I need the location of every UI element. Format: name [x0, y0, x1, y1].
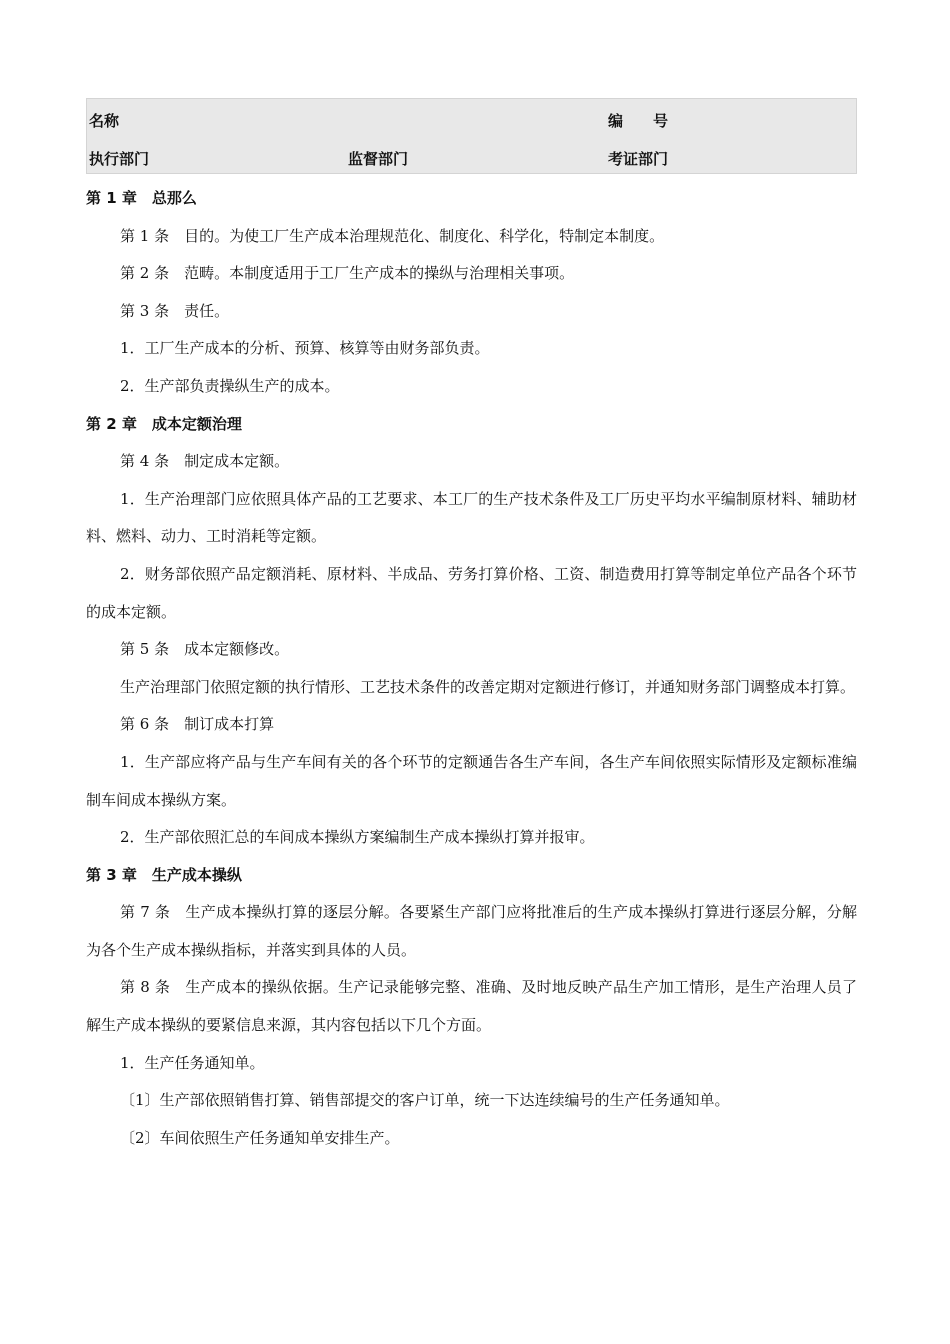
- article-8: 第 8 条 生产成本的操纵依据。生产记录能够完整、准确、及时地反映产品生产加工情形，是生产治理人员了解生产成本操纵的要紧信息来源，其内容包括以下几个方面。: [86, 978, 857, 1035]
- article-2: 第 2 条 范畴。本制度适用于工厂生产成本的操纵与治理相关事项。: [120, 264, 575, 283]
- article-6: 第 6 条 制订成本打算: [120, 715, 275, 734]
- chapter-2-title: 第 2 章 成本定额治理: [86, 414, 242, 433]
- article-1: 第 1 条 目的。为使工厂生产成本治理规范化、制度化、科学化，特制定本制度。: [120, 226, 665, 245]
- article-8-item-1: 1．生产任务通知单。: [120, 1053, 265, 1072]
- article-4-item-2: 2．财务部依照产品定额消耗、原材料、半成品、劳务打算价格、工资、制造费用打算等制定单位产品各个环节的成本定额。: [86, 564, 857, 621]
- document-page: [86, 98, 857, 1157]
- article-3: 第 3 条 责任。: [120, 301, 230, 320]
- article-8-item-1-sub-2: 〔2〕车间依照生产任务通知单安排生产。: [120, 1128, 400, 1147]
- document-body: [86, 180, 857, 1157]
- article-7: 第 7 条 生产成本操纵打算的逐层分解。各要紧生产部门应将批准后的生产成本操纵打算进行逐层分解，分解为各个生产成本操纵指标，并落实到具体的人员。: [86, 903, 857, 959]
- article-4-item-1: 1．生产治理部门应依照具体产品的工艺要求、本工厂的生产技术条件及工厂历史平均水平编制原材料、辅助材料、燃料、动力、工时消耗等定额。: [86, 489, 857, 546]
- document-header-table: [86, 98, 857, 174]
- supervise-dept-label: 监督部门: [348, 150, 409, 168]
- chapter-1-title: 第 1 章 总那么: [86, 189, 197, 207]
- article-8-item-1-sub-1: 〔1〕生产部依照销售打算、销售部提交的客户订单，统一下达连续编号的生产任务通知单。: [120, 1091, 730, 1110]
- audit-dept-label: 考证部门: [608, 150, 669, 168]
- code-label: 编 号: [608, 112, 669, 130]
- article-6-item-1: 1．生产部应将产品与生产车间有关的各个环节的定额通告各生产车间，各生产车间依照实际情形及定额标准编制车间成本操纵方案。: [86, 752, 857, 809]
- exec-dept-label: 执行部门: [89, 150, 150, 168]
- name-label: 名称: [89, 112, 120, 130]
- article-3-item-1: 1．工厂生产成本的分析、预算、核算等由财务部负责。: [120, 339, 490, 358]
- article-6-item-2: 2．生产部依照汇总的车间成本操纵方案编制生产成本操纵打算并报审。: [120, 828, 595, 847]
- article-3-item-2: 2．生产部负责操纵生产的成本。: [120, 376, 340, 395]
- chapter-3-title: 第 3 章 生产成本操纵: [86, 865, 242, 884]
- article-5-body: 生产治理部门依照定额的执行情形、工艺技术条件的改善定期对定额进行修订，并通知财务部门调整成本打算。: [120, 677, 856, 696]
- article-4: 第 4 条 制定成本定额。: [120, 452, 290, 471]
- article-5: 第 5 条 成本定额修改。: [120, 640, 290, 659]
